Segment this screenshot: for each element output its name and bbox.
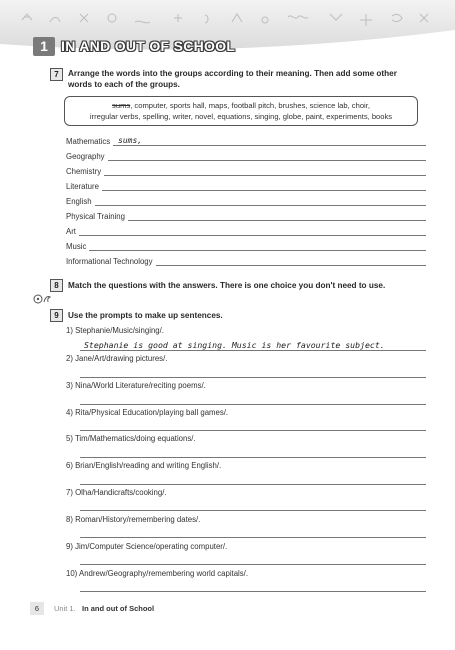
- subject-label: Art: [66, 227, 79, 236]
- unit-number-badge: 1: [33, 37, 55, 56]
- subject-label: Informational Technology: [66, 257, 156, 266]
- answer-line: [66, 235, 426, 236]
- subject-label: Literature: [66, 182, 102, 191]
- word-box-line-2: irregular verbs, spelling, writer, novel, equations, singing, globe, paint, experiments, books: [89, 112, 393, 121]
- answer-line: [66, 175, 426, 176]
- exercise-8-instruction: Match the questions with the answers. There is one choice you don't need to use.: [68, 281, 386, 290]
- subject-label: Physical Training: [66, 212, 128, 221]
- exercise-9-number: 9: [50, 309, 63, 322]
- prompt-8: 8) Roman/History/remembering dates/.: [66, 515, 201, 524]
- page-number: 6: [30, 602, 44, 615]
- answer-line: [66, 145, 426, 146]
- answer-line: [66, 250, 426, 251]
- answer-line: [66, 190, 426, 191]
- prompt-10: 10) Andrew/Geography/remembering world capitals/.: [66, 569, 249, 578]
- footer-unit-label: Unit 1.: [54, 604, 76, 613]
- unit-title: IN AND OUT OF SCHOOL: [61, 38, 236, 54]
- exercise-9-instruction: Use the prompts to make up sentences.: [68, 311, 223, 320]
- word-box: [64, 96, 418, 126]
- word-box-line-1-rest: , computer, sports hall, maps, football pitch, brushes, science lab, choir,: [130, 101, 370, 110]
- exercise-7-number: 7: [50, 68, 63, 81]
- subject-label: Music: [66, 242, 89, 251]
- subject-answer: sums,: [118, 136, 143, 145]
- subject-row-english[interactable]: [66, 195, 426, 207]
- subject-label: Chemistry: [66, 167, 104, 176]
- prompt-3: 3) Nina/World Literature/reciting poems/.: [66, 381, 206, 390]
- answer-line: [66, 205, 426, 206]
- answer-line-3[interactable]: [80, 404, 426, 405]
- subject-label: Mathematics: [66, 137, 113, 146]
- prompt-2: 2) Jane/Art/drawing pictures/.: [66, 354, 168, 363]
- subject-label: Geography: [66, 152, 108, 161]
- page-header: [0, 0, 455, 62]
- prompt-9: 9) Jim/Computer Science/operating computer/.: [66, 542, 228, 551]
- subject-row-informational-technology[interactable]: [66, 255, 426, 267]
- exercise-8-number: 8: [50, 279, 63, 292]
- prompt-4: 4) Rita/Physical Education/playing ball games/.: [66, 408, 229, 417]
- prompt-6: 6) Brian/English/reading and writing English/.: [66, 461, 222, 470]
- audio-cd-icon: [33, 294, 53, 304]
- subject-row-art[interactable]: [66, 225, 426, 237]
- answer-line: [66, 160, 426, 161]
- subject-row-mathematics[interactable]: [66, 135, 426, 147]
- answer-line-10[interactable]: [80, 591, 426, 592]
- answer-line-2[interactable]: [80, 377, 426, 378]
- prompt-7: 7) Olha/Handicrafts/cooking/.: [66, 488, 167, 497]
- subject-row-literature[interactable]: [66, 180, 426, 192]
- prompt-1: 1) Stephanie/Music/singing/.: [66, 326, 164, 335]
- footer-title: In and out of School: [82, 604, 155, 613]
- answer-line-7[interactable]: [80, 510, 426, 511]
- answer-line-1[interactable]: [80, 350, 426, 351]
- answer-line-6[interactable]: [80, 484, 426, 485]
- subject-row-geography[interactable]: [66, 150, 426, 162]
- subject-label: English: [66, 197, 95, 206]
- struck-word: sums: [112, 101, 131, 110]
- answer-line-5[interactable]: [80, 457, 426, 458]
- example-answer: Stephanie is good at singing. Music is her favourite subject.: [84, 340, 385, 350]
- subject-row-physical-training[interactable]: [66, 210, 426, 222]
- prompt-5: 5) Tim/Mathematics/doing equations/.: [66, 434, 196, 443]
- answer-line-9[interactable]: [80, 564, 426, 565]
- exercise-7-instruction-line-2: words to each of the groups.: [68, 80, 180, 89]
- answer-line-8[interactable]: [80, 537, 426, 538]
- exercise-7-instruction-line-1: Arrange the words into the groups according to their meaning. Then add some other: [68, 69, 397, 78]
- subject-row-chemistry[interactable]: [66, 165, 426, 177]
- answer-line-4[interactable]: [80, 430, 426, 431]
- subject-row-music[interactable]: [66, 240, 426, 252]
- word-box-line-1: [65, 100, 417, 111]
